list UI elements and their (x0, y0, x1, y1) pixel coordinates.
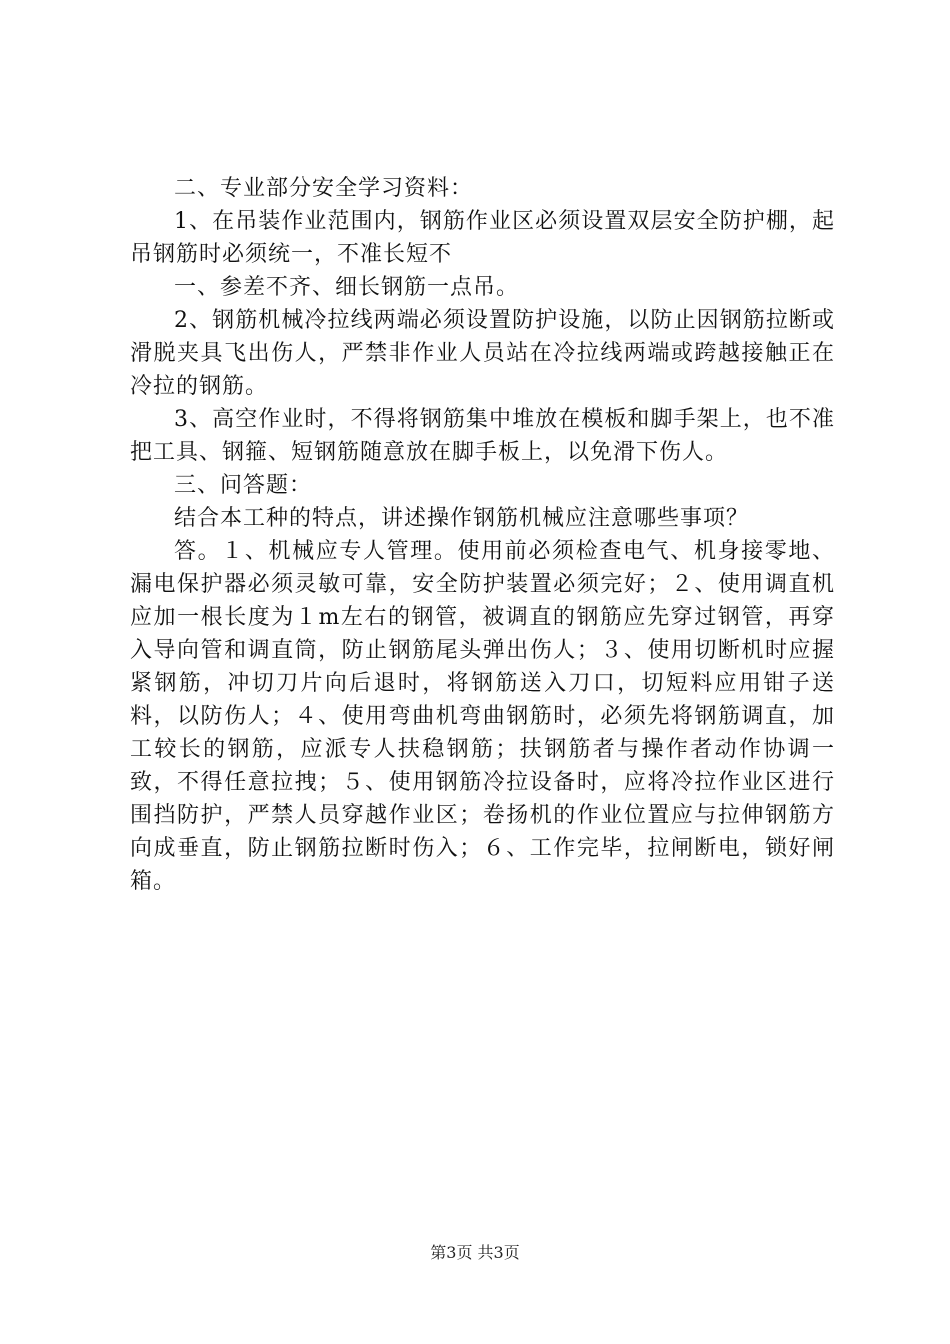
document-body (130, 172, 835, 898)
paragraph-item-3: 3、高空作业时，不得将钢筋集中堆放在模板和脚手架上，也不准把工具、钢箍、短钢筋随意放在脚手板上，以免滑下伤人。 (130, 407, 835, 465)
paragraph-item-1: 1、在吊装作业范围内，钢筋作业区必须设置双层安全防护棚，起吊钢筋时必须统一，不准长短不 (130, 209, 835, 267)
page-number-footer: 第3页 共3页 (430, 1243, 520, 1262)
paragraph-item-2: 2、钢筋机械冷拉线两端必须设置防护设施，以防止因钢筋拉断或滑脱夹具飞出伤人，严禁非作业人员站在冷拉线两端或跨越接触正在冷拉的钢筋。 (130, 308, 835, 399)
answer-text: 答。１、机械应专人管理。使用前必须检查电气、机身接零地、漏电保护器必须灵敏可靠，安全防护装置必须完好；２、使用调直机应加一根长度为１m左右的钢管，被调直的钢筋应先穿过钢管，再穿入导向管和调直筒，防止钢筋尾头弹出伤人；３、使用切断机时应握紧钢筋，冲切刀片向后退时，将钢筋送入刀口，切短料应用钳子送料，以防伤人；４、使用弯曲机弯曲钢筋时，必须先将钢筋调直，加工较长的钢筋，应派专人扶稳钢筋；扶钢筋者与操作者动作协调一致，不得任意拉拽；５、使用钢筋冷拉设备时，应将冷拉作业区进行围挡防护，严禁人员穿越作业区；卷扬机的作业位置应与拉伸钢筋方向成垂直，防止钢筋拉断时伤入；６、工作完毕，拉闸断电，锁好闸箱。 (130, 539, 835, 894)
section-heading-professional: 二、专业部分安全学习资料： (174, 176, 474, 201)
question-text: 结合本工种的特点，讲述操作钢筋机械应注意哪些事项？ (174, 506, 750, 531)
section-heading-qa: 三、问答题： (174, 473, 313, 498)
paragraph-item-1-continued: 一、参差不齐、细长钢筋一点吊。 (174, 275, 520, 300)
